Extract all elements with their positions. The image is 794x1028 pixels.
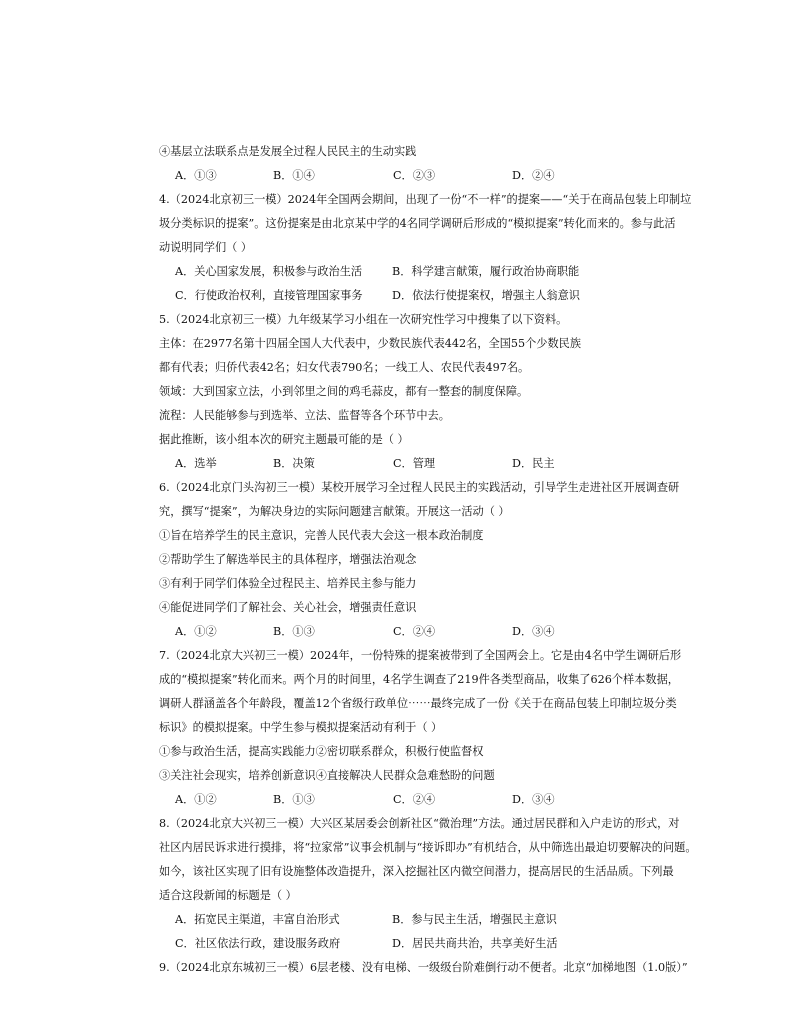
line-text: 5.（2024北京初三一模）九年级某学习小组在一次研究性学习中搜集了以下资料。 — [159, 313, 568, 326]
line-text: 9.（2024北京东城初三一模）6层老楼、没有电梯、一级级台阶难倒行动不便者。北京“加梯地图（1.0版）” — [159, 961, 688, 974]
answer-option: C．②③ — [393, 169, 436, 182]
answer-option: B．①④ — [273, 169, 315, 182]
answer-option: A．选举 — [175, 457, 217, 470]
line-text: 都有代表；归侨代表42名；妇女代表790名；一线工人、农民代表497名。 — [159, 361, 530, 374]
answer-option: D．③④ — [512, 793, 555, 806]
line-text: ④基层立法联系点是发展全过程人民民主的生动实践 — [159, 145, 417, 158]
answer-option: A．①② — [175, 793, 217, 806]
answer-option: C．行使政治权利，直接管理国家事务 — [175, 289, 363, 302]
line-text: 4.（2024北京初三一模）2024年全国两会期间，出现了一份“不一样”的提案——“关于在商品包装上印制垃 — [159, 193, 692, 206]
line-text: ③关注社会现实，培养创新意识④直接解决人民群众急难愁盼的问题 — [159, 769, 495, 782]
line-text: 流程：人民能够参与到选举、立法、监督等各个环节中去。 — [159, 409, 450, 422]
line-text: 如今，该社区实现了旧有设施整体改造提升，深入挖掘社区内微空间潜力，提高居民的生活品质。下列最 — [159, 865, 674, 878]
answer-option: D．居民共商共治，共享美好生活 — [392, 937, 558, 950]
answer-option: B．①③ — [273, 793, 315, 806]
answer-option: C．社区依法行政，建设服务政府 — [175, 937, 341, 950]
answer-option: D．③④ — [512, 625, 555, 638]
answer-option: C．管理 — [393, 457, 436, 470]
answer-option: A．①③ — [175, 169, 217, 182]
line-text: 究，撰写“提案”，为解决身边的实际问题建言献策。开展这一活动（ ） — [159, 505, 510, 518]
line-text: 6.（2024北京门头沟初三一模）某校开展学习全过程人民民主的实践活动，引导学生走进社区开展调查研 — [159, 481, 680, 494]
answer-option: A．关心国家发展，积极参与政治生活 — [175, 265, 363, 278]
answer-option: B．①③ — [273, 625, 315, 638]
answer-option: D．依法行使提案权，增强主人翁意识 — [392, 289, 580, 302]
line-text: 动说明同学们（ ） — [159, 241, 253, 254]
answer-option: D．民主 — [512, 457, 555, 470]
line-text: 圾分类标识的提案”。这份提案是由北京某中学的4名同学调研后形成的“模拟提案”转化而来的。参与此活 — [159, 217, 676, 230]
answer-option: A．①② — [175, 625, 217, 638]
line-text: ④能促进同学们了解社会、关心社会，增强责任意识 — [159, 601, 417, 614]
answer-option: B．科学建言献策，履行政治协商职能 — [392, 265, 580, 278]
line-text: 据此推断，该小组本次的研究主题最可能的是（ ） — [159, 433, 409, 446]
answer-option: B．参与民主生活，增强民主意识 — [392, 913, 557, 926]
line-text: ①旨在培养学生的民主意识，完善人民代表大会这一根本政治制度 — [159, 529, 484, 542]
line-text: ②帮助学生了解选举民主的具体程序，增强法治观念 — [159, 553, 417, 566]
answer-option: A．拓宽民主渠道，丰富自治形式 — [175, 913, 340, 926]
line-text: 调研人群涵盖各个年龄段，覆盖12个省级行政单位⋯⋯最终完成了一份《关于在商品包装上印制垃圾分类 — [159, 697, 677, 710]
answer-option: D．②④ — [512, 169, 555, 182]
line-text: 主体：在2977名第十四届全国人大代表中，少数民族代表442名，全国55个少数民族 — [159, 337, 582, 350]
line-text: ①参与政治生活，提高实践能力②密切联系群众，积极行使监督权 — [159, 745, 484, 758]
line-text: ③有利于同学们体验全过程民主、培养民主参与能力 — [159, 577, 417, 590]
answer-option: B．决策 — [273, 457, 315, 470]
answer-option: C．②④ — [393, 625, 436, 638]
line-text: 领域：大到国家立法，小到邻里之间的鸡毛蒜皮，都有一整套的制度保障。 — [159, 385, 529, 398]
line-text: 成的“模拟提案”转化而来。两个月的时间里，4名学生调查了219件各类型商品，收集了626个样本数据， — [159, 673, 679, 686]
line-text: 标识》的模拟提案。中学生参与模拟提案活动有利于（ ） — [159, 721, 443, 734]
answer-option: C．②④ — [393, 793, 436, 806]
line-text: 社区内居民诉求进行摸排，将“拉家常”议事会机制与“接诉即办”有机结合，从中筛选出最迫切要解决的问题。 — [159, 841, 697, 854]
line-text: 8.（2024北京大兴初三一模）大兴区某居委会创新社区“微治理”方法。通过居民群和入户走访的形式，对 — [159, 817, 680, 830]
line-text: 7.（2024北京大兴初三一模）2024年，一份特殊的提案被带到了全国两会上。它是由4名中学生调研后形 — [159, 649, 682, 662]
line-text: 适合这段新闻的标题是（ ） — [159, 889, 297, 902]
